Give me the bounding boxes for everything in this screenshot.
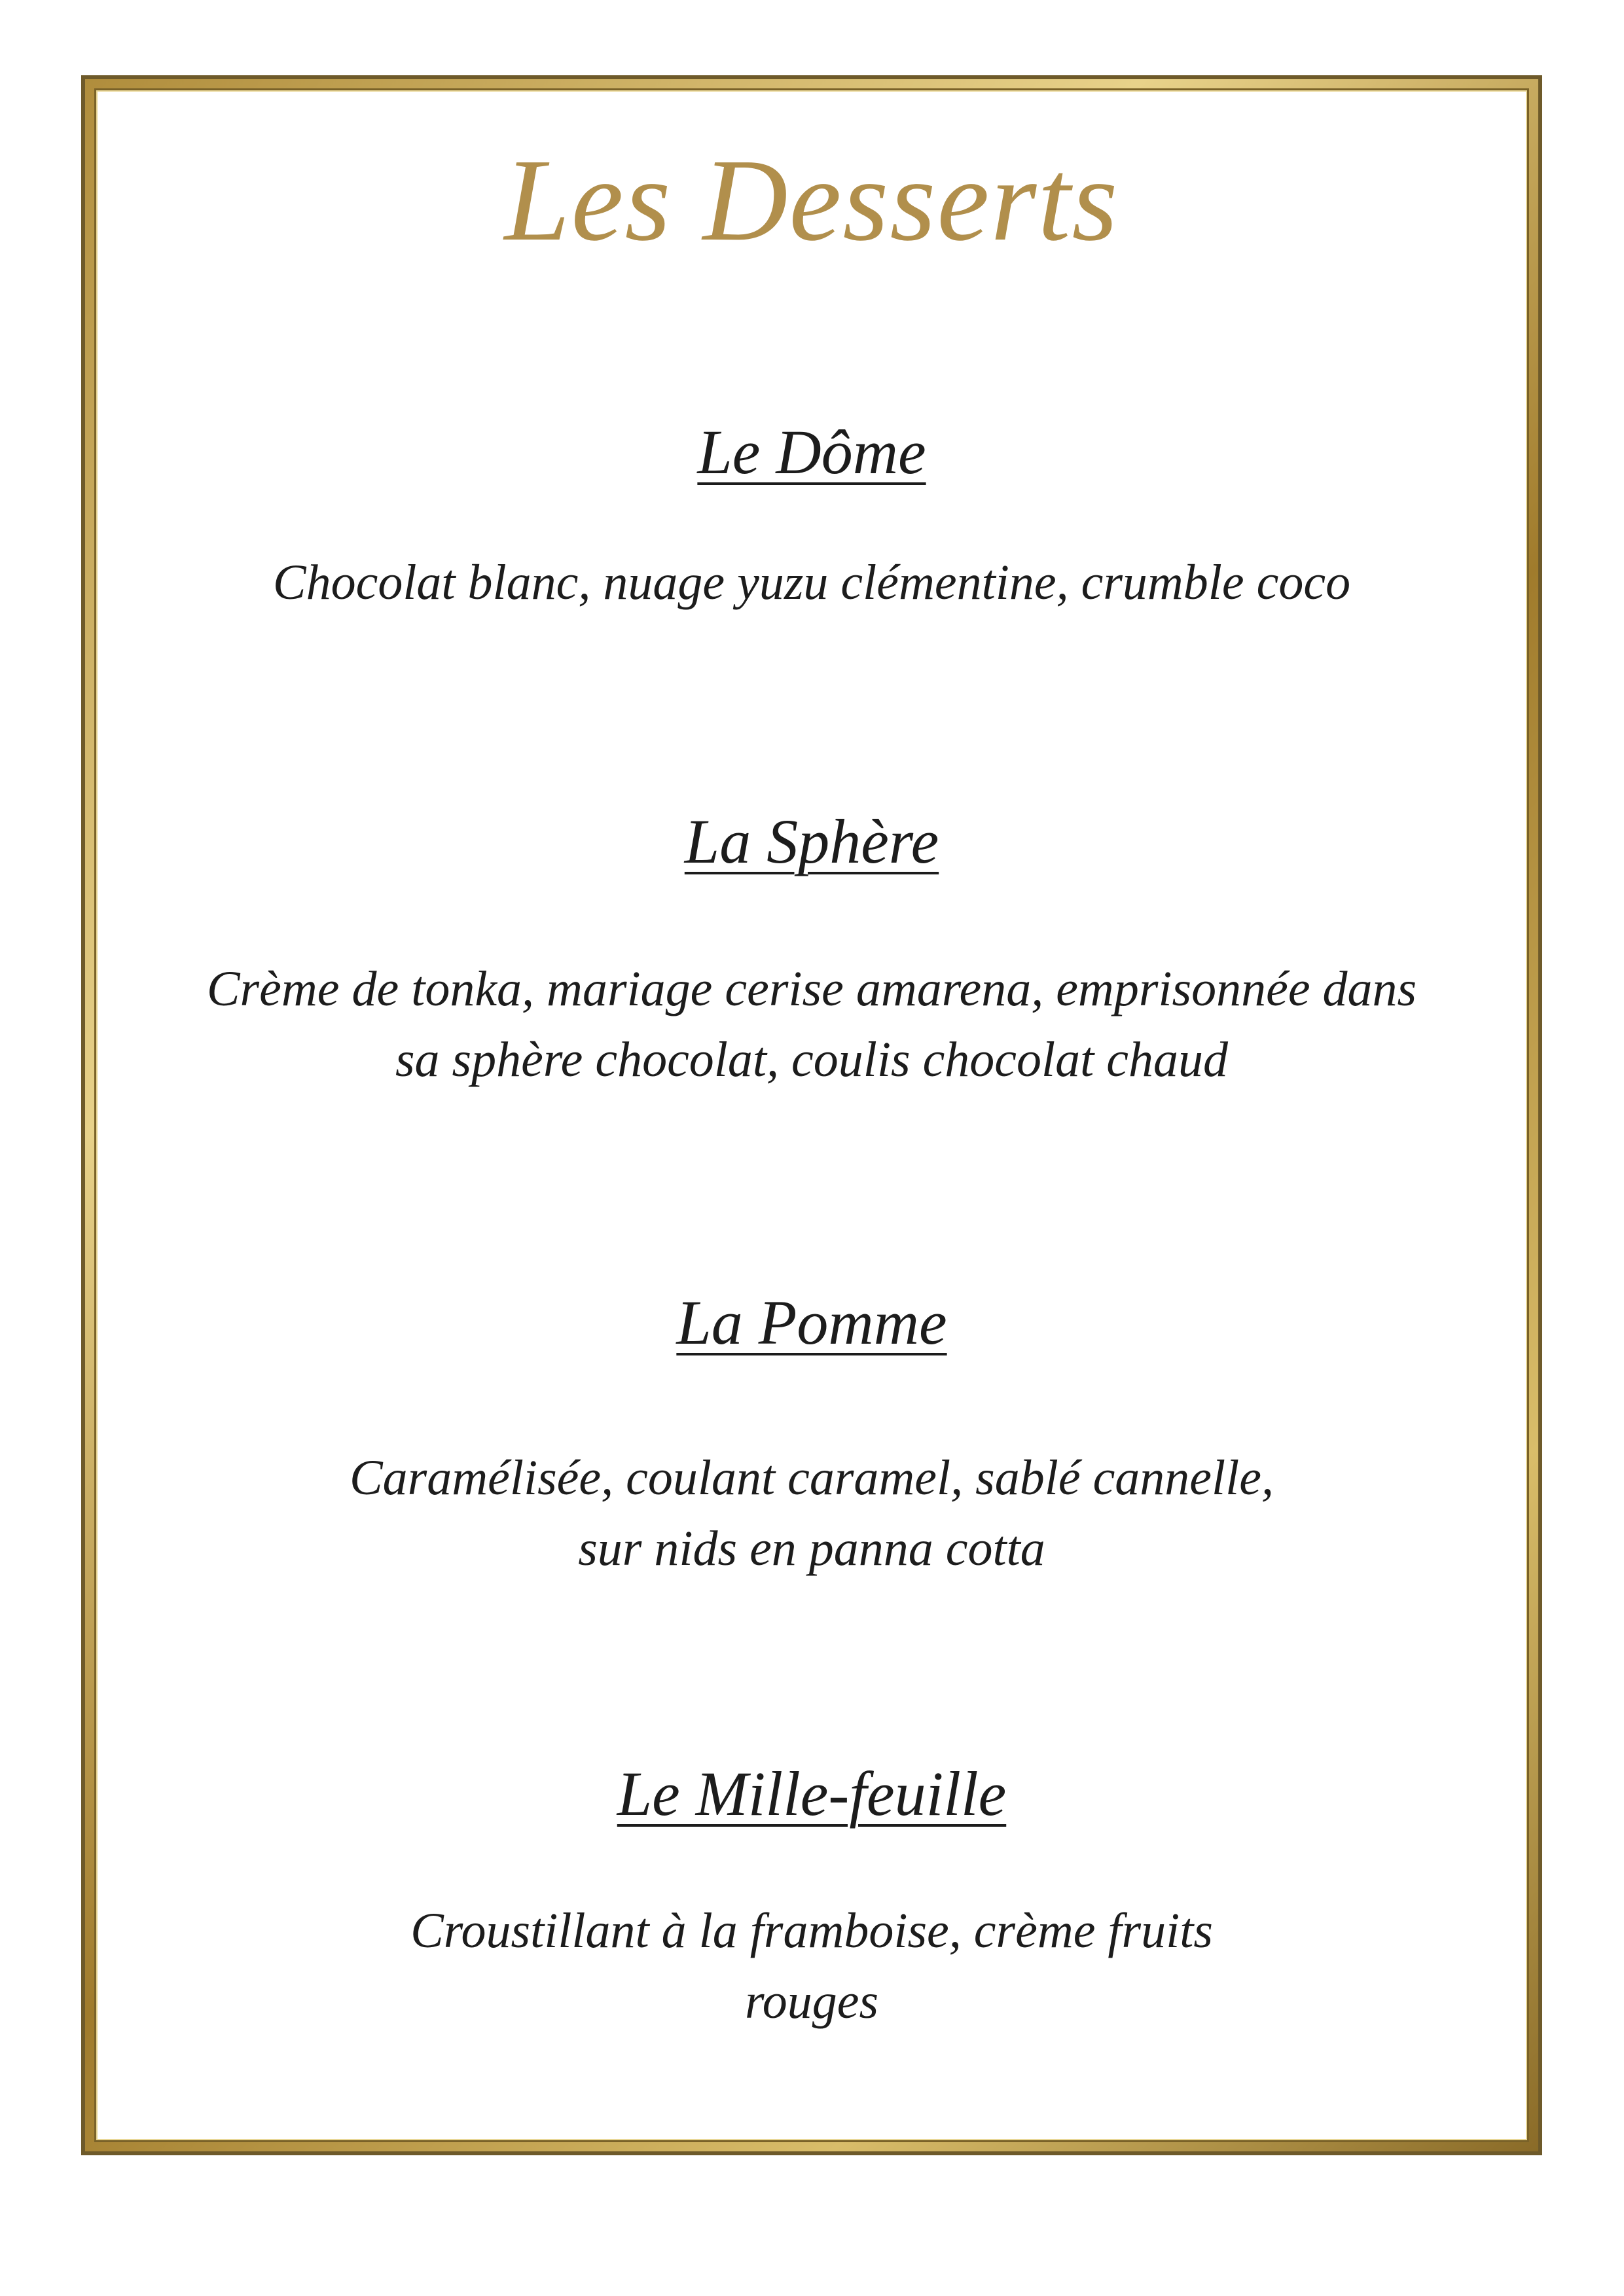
menu-title: Les Desserts xyxy=(504,135,1119,265)
dessert-name: Le Mille-feuille xyxy=(617,1759,1007,1829)
dessert-item-mille-feuille xyxy=(135,1759,1488,2037)
menu-content xyxy=(96,90,1527,2140)
description-line: sur nids en panna cotta xyxy=(578,1520,1045,1576)
dessert-name: La Pomme xyxy=(676,1287,947,1357)
dessert-item-sphere xyxy=(135,807,1488,1095)
description-line: sa sphère chocolat, coulis chocolat chaud xyxy=(395,1031,1229,1087)
description-line: Crème de tonka, mariage cerise amarena, emprisonnée dans xyxy=(206,961,1417,1016)
dessert-description xyxy=(135,1443,1488,1584)
gold-frame xyxy=(81,75,1542,2155)
dessert-name: La Sphère xyxy=(684,806,939,876)
description-line: Croustillant à la framboise, crème fruits xyxy=(410,1903,1213,1958)
description-line: rouges xyxy=(744,1973,879,2029)
frame-inner-panel xyxy=(94,88,1529,2142)
dessert-name: Le Dôme xyxy=(697,417,926,487)
dessert-description xyxy=(135,1895,1488,2037)
dessert-item-dome xyxy=(135,418,1488,618)
dessert-description xyxy=(135,547,1488,618)
dessert-description xyxy=(135,954,1488,1095)
description-line: Caramélisée, coulant caramel, sablé cannelle, xyxy=(349,1450,1274,1505)
dessert-item-pomme xyxy=(135,1288,1488,1584)
description-line: Chocolat blanc, nuage yuzu clémentine, crumble coco xyxy=(272,554,1351,610)
